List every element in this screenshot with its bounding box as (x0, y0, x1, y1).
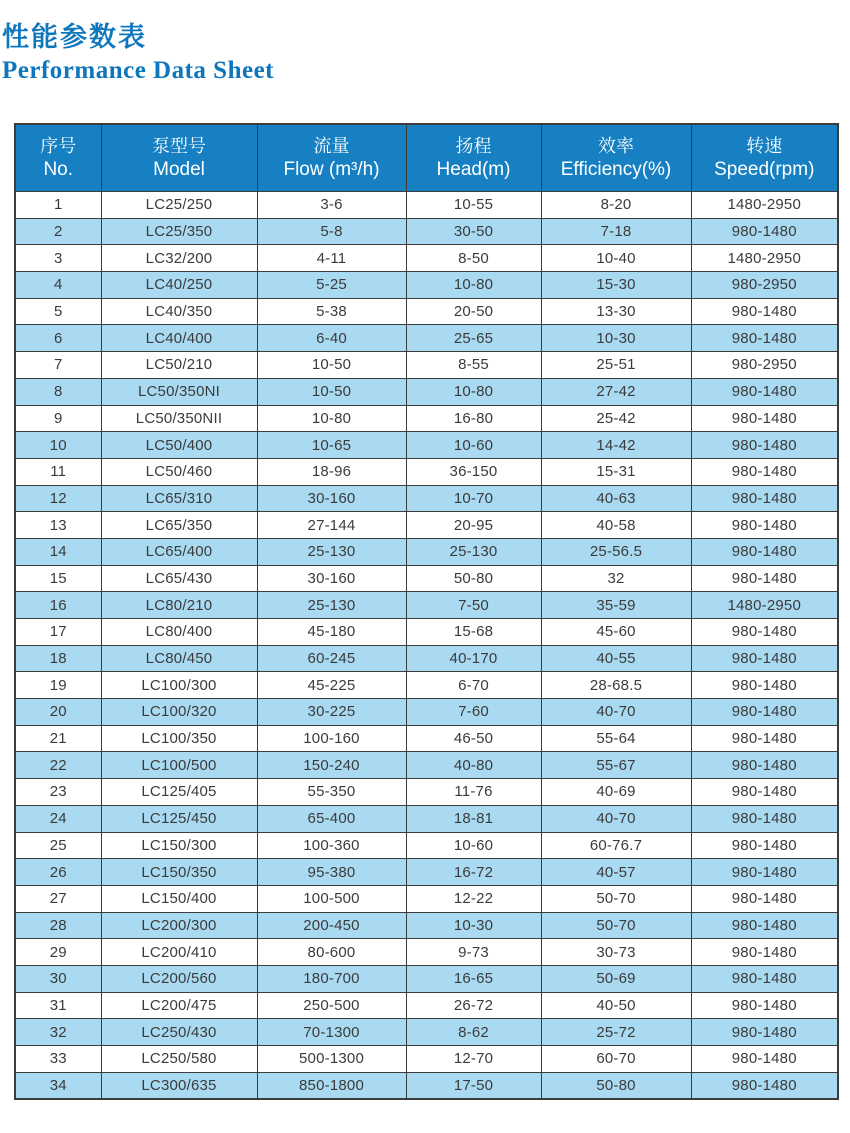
table-row (15, 378, 838, 405)
cell-no: 23 (15, 779, 101, 806)
cell-efficiency: 55-67 (541, 752, 691, 779)
cell-flow: 80-600 (257, 939, 406, 966)
cell-head: 16-72 (406, 859, 541, 886)
table-row (15, 1019, 838, 1046)
cell-head: 6-70 (406, 672, 541, 699)
cell-no: 15 (15, 565, 101, 592)
column-header-en-label: Head(m) (436, 159, 511, 181)
cell-no: 14 (15, 538, 101, 565)
column-header-flow (257, 124, 406, 192)
cell-no: 26 (15, 859, 101, 886)
cell-efficiency: 28-68.5 (541, 672, 691, 699)
table-row (15, 965, 838, 992)
cell-flow: 180-700 (257, 965, 406, 992)
cell-efficiency: 15-31 (541, 458, 691, 485)
cell-speed: 980-1480 (691, 432, 838, 459)
column-header-model (101, 124, 257, 192)
cell-speed: 1480-2950 (691, 192, 838, 219)
table-row (15, 1072, 838, 1099)
cell-efficiency: 50-69 (541, 965, 691, 992)
cell-model: LC80/400 (101, 619, 257, 646)
cell-flow: 250-500 (257, 992, 406, 1019)
cell-model: LC125/450 (101, 805, 257, 832)
cell-head: 7-60 (406, 699, 541, 726)
cell-head: 50-80 (406, 565, 541, 592)
cell-head: 12-22 (406, 885, 541, 912)
cell-speed: 980-1480 (691, 512, 838, 539)
cell-efficiency: 40-55 (541, 645, 691, 672)
cell-flow: 65-400 (257, 805, 406, 832)
table-row (15, 245, 838, 272)
cell-flow: 55-350 (257, 779, 406, 806)
cell-no: 19 (15, 672, 101, 699)
cell-no: 11 (15, 458, 101, 485)
cell-model: LC200/300 (101, 912, 257, 939)
cell-head: 12-70 (406, 1046, 541, 1073)
table-row (15, 458, 838, 485)
cell-efficiency: 55-64 (541, 725, 691, 752)
cell-speed: 980-1480 (691, 538, 838, 565)
cell-speed: 980-1480 (691, 992, 838, 1019)
cell-head: 11-76 (406, 779, 541, 806)
cell-efficiency: 60-70 (541, 1046, 691, 1073)
cell-speed: 980-1480 (691, 805, 838, 832)
cell-efficiency: 40-50 (541, 992, 691, 1019)
cell-head: 7-50 (406, 592, 541, 619)
cell-speed: 980-1480 (691, 565, 838, 592)
cell-model: LC65/430 (101, 565, 257, 592)
cell-no: 30 (15, 965, 101, 992)
cell-speed: 980-1480 (691, 699, 838, 726)
cell-model: LC65/400 (101, 538, 257, 565)
cell-model: LC65/310 (101, 485, 257, 512)
cell-flow: 45-225 (257, 672, 406, 699)
cell-no: 25 (15, 832, 101, 859)
cell-no: 8 (15, 378, 101, 405)
cell-no: 3 (15, 245, 101, 272)
column-header-en-label: Efficiency(%) (560, 159, 672, 181)
table-row (15, 192, 838, 219)
cell-model: LC50/210 (101, 352, 257, 379)
cell-efficiency: 40-70 (541, 805, 691, 832)
cell-speed: 1480-2950 (691, 245, 838, 272)
page-header (2, 22, 274, 85)
cell-speed: 980-1480 (691, 405, 838, 432)
cell-head: 25-65 (406, 325, 541, 352)
cell-flow: 3-6 (257, 192, 406, 219)
column-header-efficiency (541, 124, 691, 192)
table-row (15, 939, 838, 966)
cell-no: 18 (15, 645, 101, 672)
cell-no: 10 (15, 432, 101, 459)
cell-efficiency: 10-30 (541, 325, 691, 352)
cell-no: 7 (15, 352, 101, 379)
cell-efficiency: 14-42 (541, 432, 691, 459)
table-row (15, 592, 838, 619)
cell-head: 16-80 (406, 405, 541, 432)
cell-no: 4 (15, 272, 101, 299)
cell-efficiency: 25-56.5 (541, 538, 691, 565)
cell-head: 10-60 (406, 432, 541, 459)
table-row (15, 992, 838, 1019)
cell-speed: 980-1480 (691, 965, 838, 992)
cell-head: 8-55 (406, 352, 541, 379)
cell-efficiency: 35-59 (541, 592, 691, 619)
column-header-zh-label: 流量 (313, 135, 350, 156)
cell-model: LC200/560 (101, 965, 257, 992)
column-header-en-label: Speed(rpm) (714, 159, 815, 181)
cell-efficiency: 40-58 (541, 512, 691, 539)
cell-flow: 200-450 (257, 912, 406, 939)
cell-head: 8-50 (406, 245, 541, 272)
cell-efficiency: 25-72 (541, 1019, 691, 1046)
cell-no: 13 (15, 512, 101, 539)
cell-speed: 980-2950 (691, 272, 838, 299)
cell-model: LC150/350 (101, 859, 257, 886)
cell-speed: 980-1480 (691, 1046, 838, 1073)
cell-efficiency: 45-60 (541, 619, 691, 646)
cell-head: 26-72 (406, 992, 541, 1019)
table-header-row (15, 124, 838, 192)
cell-flow: 30-225 (257, 699, 406, 726)
cell-efficiency: 10-40 (541, 245, 691, 272)
cell-model: LC65/350 (101, 512, 257, 539)
page-title-en: Performance Data Sheet (2, 57, 275, 85)
column-header-en-label: No. (43, 159, 74, 181)
cell-head: 10-30 (406, 912, 541, 939)
cell-speed: 980-1480 (691, 619, 838, 646)
cell-model: LC32/200 (101, 245, 257, 272)
cell-flow: 10-50 (257, 352, 406, 379)
cell-model: LC40/400 (101, 325, 257, 352)
cell-flow: 30-160 (257, 485, 406, 512)
cell-model: LC150/400 (101, 885, 257, 912)
cell-speed: 980-1480 (691, 939, 838, 966)
cell-head: 40-80 (406, 752, 541, 779)
cell-head: 46-50 (406, 725, 541, 752)
cell-speed: 980-2950 (691, 352, 838, 379)
cell-model: LC150/300 (101, 832, 257, 859)
cell-flow: 150-240 (257, 752, 406, 779)
cell-model: LC25/350 (101, 218, 257, 245)
cell-no: 1 (15, 192, 101, 219)
table-row (15, 272, 838, 299)
table-row (15, 298, 838, 325)
table-row (15, 565, 838, 592)
cell-no: 27 (15, 885, 101, 912)
cell-model: LC300/635 (101, 1072, 257, 1099)
table-row (15, 699, 838, 726)
cell-head: 10-60 (406, 832, 541, 859)
cell-model: LC250/430 (101, 1019, 257, 1046)
cell-efficiency: 40-63 (541, 485, 691, 512)
cell-efficiency: 7-18 (541, 218, 691, 245)
column-header-en-label: Flow (m³/h) (283, 159, 380, 181)
cell-no: 20 (15, 699, 101, 726)
table-row (15, 619, 838, 646)
column-header-no (15, 124, 101, 192)
cell-flow: 5-38 (257, 298, 406, 325)
cell-model: LC25/250 (101, 192, 257, 219)
cell-flow: 500-1300 (257, 1046, 406, 1073)
cell-efficiency: 27-42 (541, 378, 691, 405)
performance-data-table (14, 123, 839, 1100)
cell-flow: 25-130 (257, 538, 406, 565)
cell-model: LC200/410 (101, 939, 257, 966)
cell-efficiency: 50-70 (541, 885, 691, 912)
cell-efficiency: 40-69 (541, 779, 691, 806)
cell-head: 10-80 (406, 272, 541, 299)
cell-model: LC100/300 (101, 672, 257, 699)
cell-efficiency: 40-57 (541, 859, 691, 886)
column-header-zh-label: 效率 (598, 135, 634, 156)
cell-flow: 5-8 (257, 218, 406, 245)
cell-flow: 45-180 (257, 619, 406, 646)
table-row (15, 432, 838, 459)
table-row (15, 1046, 838, 1073)
cell-head: 18-81 (406, 805, 541, 832)
cell-efficiency: 15-30 (541, 272, 691, 299)
table-header (15, 124, 838, 192)
cell-efficiency: 40-70 (541, 699, 691, 726)
cell-head: 15-68 (406, 619, 541, 646)
cell-model: LC100/350 (101, 725, 257, 752)
column-header-speed (691, 124, 838, 192)
table-row (15, 779, 838, 806)
cell-efficiency: 50-80 (541, 1072, 691, 1099)
cell-model: LC50/350NII (101, 405, 257, 432)
cell-no: 21 (15, 725, 101, 752)
page-title-zh: 性能参数表 (2, 22, 147, 52)
cell-speed: 980-1480 (691, 485, 838, 512)
cell-model: LC50/350NI (101, 378, 257, 405)
table-row (15, 752, 838, 779)
cell-speed: 980-1480 (691, 458, 838, 485)
cell-flow: 6-40 (257, 325, 406, 352)
table-row (15, 672, 838, 699)
cell-head: 40-170 (406, 645, 541, 672)
cell-no: 24 (15, 805, 101, 832)
cell-efficiency: 60-76.7 (541, 832, 691, 859)
cell-no: 2 (15, 218, 101, 245)
table-row (15, 405, 838, 432)
cell-flow: 5-25 (257, 272, 406, 299)
cell-flow: 25-130 (257, 592, 406, 619)
cell-no: 16 (15, 592, 101, 619)
cell-head: 25-130 (406, 538, 541, 565)
cell-no: 5 (15, 298, 101, 325)
cell-no: 12 (15, 485, 101, 512)
cell-model: LC100/500 (101, 752, 257, 779)
table-row (15, 325, 838, 352)
cell-speed: 980-1480 (691, 752, 838, 779)
cell-no: 28 (15, 912, 101, 939)
cell-flow: 30-160 (257, 565, 406, 592)
cell-speed: 980-1480 (691, 1072, 838, 1099)
cell-flow: 100-360 (257, 832, 406, 859)
cell-flow: 95-380 (257, 859, 406, 886)
cell-no: 9 (15, 405, 101, 432)
cell-model: LC250/580 (101, 1046, 257, 1073)
cell-head: 8-62 (406, 1019, 541, 1046)
table-row (15, 352, 838, 379)
cell-model: LC80/210 (101, 592, 257, 619)
table-row (15, 645, 838, 672)
cell-efficiency: 25-51 (541, 352, 691, 379)
cell-speed: 980-1480 (691, 725, 838, 752)
cell-flow: 27-144 (257, 512, 406, 539)
cell-no: 17 (15, 619, 101, 646)
table-row (15, 885, 838, 912)
table-row (15, 538, 838, 565)
column-header-head (406, 124, 541, 192)
cell-model: LC100/320 (101, 699, 257, 726)
cell-no: 32 (15, 1019, 101, 1046)
cell-no: 29 (15, 939, 101, 966)
table-row (15, 218, 838, 245)
cell-flow: 10-50 (257, 378, 406, 405)
cell-head: 17-50 (406, 1072, 541, 1099)
cell-flow: 70-1300 (257, 1019, 406, 1046)
cell-model: LC40/350 (101, 298, 257, 325)
table-row (15, 859, 838, 886)
cell-flow: 850-1800 (257, 1072, 406, 1099)
table-row (15, 912, 838, 939)
cell-flow: 60-245 (257, 645, 406, 672)
cell-efficiency: 8-20 (541, 192, 691, 219)
cell-head: 9-73 (406, 939, 541, 966)
cell-flow: 18-96 (257, 458, 406, 485)
cell-speed: 1480-2950 (691, 592, 838, 619)
column-header-zh-label: 扬程 (455, 135, 492, 156)
cell-speed: 980-1480 (691, 672, 838, 699)
cell-head: 30-50 (406, 218, 541, 245)
cell-no: 31 (15, 992, 101, 1019)
cell-speed: 980-1480 (691, 1019, 838, 1046)
cell-speed: 980-1480 (691, 325, 838, 352)
cell-speed: 980-1480 (691, 645, 838, 672)
column-header-zh-label: 序号 (40, 135, 77, 156)
table-row (15, 805, 838, 832)
cell-flow: 10-65 (257, 432, 406, 459)
cell-head: 20-50 (406, 298, 541, 325)
table-row (15, 725, 838, 752)
cell-speed: 980-1480 (691, 378, 838, 405)
cell-flow: 100-500 (257, 885, 406, 912)
cell-efficiency: 25-42 (541, 405, 691, 432)
cell-no: 33 (15, 1046, 101, 1073)
table-row (15, 485, 838, 512)
cell-speed: 980-1480 (691, 912, 838, 939)
cell-model: LC80/450 (101, 645, 257, 672)
cell-model: LC50/400 (101, 432, 257, 459)
cell-model: LC200/475 (101, 992, 257, 1019)
cell-speed: 980-1480 (691, 779, 838, 806)
cell-speed: 980-1480 (691, 885, 838, 912)
cell-head: 10-55 (406, 192, 541, 219)
cell-efficiency: 50-70 (541, 912, 691, 939)
cell-model: LC50/460 (101, 458, 257, 485)
cell-head: 16-65 (406, 965, 541, 992)
cell-head: 10-80 (406, 378, 541, 405)
table-row (15, 512, 838, 539)
cell-speed: 980-1480 (691, 859, 838, 886)
cell-head: 10-70 (406, 485, 541, 512)
cell-flow: 4-11 (257, 245, 406, 272)
cell-speed: 980-1480 (691, 298, 838, 325)
cell-model: LC125/405 (101, 779, 257, 806)
cell-flow: 100-160 (257, 725, 406, 752)
column-header-en-label: Model (153, 159, 205, 181)
cell-model: LC40/250 (101, 272, 257, 299)
cell-efficiency: 30-73 (541, 939, 691, 966)
column-header-zh-label: 泵型号 (152, 135, 206, 156)
cell-flow: 10-80 (257, 405, 406, 432)
cell-no: 34 (15, 1072, 101, 1099)
cell-efficiency: 13-30 (541, 298, 691, 325)
cell-no: 22 (15, 752, 101, 779)
table-body (15, 192, 838, 1100)
cell-speed: 980-1480 (691, 832, 838, 859)
cell-head: 20-95 (406, 512, 541, 539)
cell-speed: 980-1480 (691, 218, 838, 245)
cell-efficiency: 32 (541, 565, 691, 592)
cell-no: 6 (15, 325, 101, 352)
cell-head: 36-150 (406, 458, 541, 485)
table-row (15, 832, 838, 859)
column-header-zh-label: 转速 (746, 135, 783, 156)
